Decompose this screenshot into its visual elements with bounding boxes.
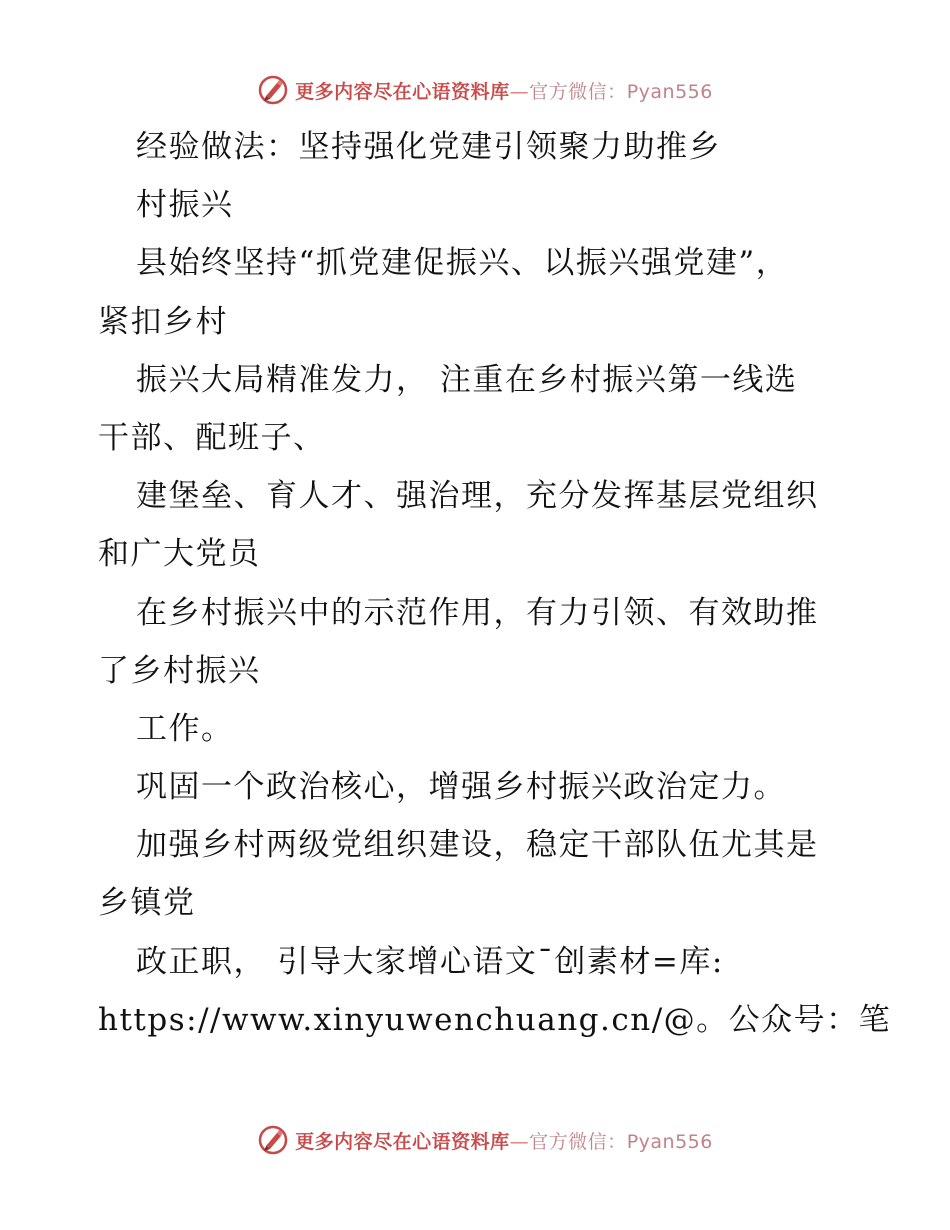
header-wechat-id: Pyan556: [626, 80, 713, 103]
body-line: 紧扣乡村: [98, 303, 228, 340]
header-banner: [0, 70, 950, 110]
body-line: 经验做法：坚持强化党建引领聚力助推乡: [136, 129, 721, 165]
body-line: 乡镇党: [98, 885, 196, 922]
footer-banner-inner: [257, 1124, 713, 1156]
header-banner-text: [295, 77, 713, 104]
body-line: 巩固一个政治核心，增强乡村振兴政治定力。: [136, 769, 786, 806]
pen-logo-icon: [257, 1124, 289, 1156]
header-banner-inner: [257, 74, 713, 106]
body-line: 政正职， 引导大家增心语文¯创素材=库:: [136, 943, 724, 980]
body-line: https://www.xinyuwenchuang.cn/@。公众号：笔: [98, 1001, 892, 1038]
header-brand: 更多内容尽在心语资料库: [295, 80, 510, 103]
body-line: 工作。: [136, 710, 234, 747]
body-line: 和广大党员: [98, 536, 261, 573]
header-separator: —: [509, 80, 530, 103]
body-line: 加强乡村两级党组织建设，稳定干部队伍尤其是: [136, 827, 819, 864]
body-line: 村振兴: [136, 187, 234, 224]
footer-wechat-label: 官方微信：: [529, 1130, 627, 1153]
header-wechat-label: 官方微信：: [529, 80, 627, 103]
footer-brand: 更多内容尽在心语资料库: [295, 1130, 510, 1153]
body-line: 干部、配班子、: [98, 419, 326, 456]
footer-banner: [0, 1120, 950, 1160]
footer-wechat-id: Pyan556: [626, 1130, 713, 1153]
body-line: 了乡村振兴: [98, 652, 261, 689]
document-body: [98, 118, 892, 1049]
body-line: 县始终坚持“抓党建促振兴、以振兴强党建”，: [136, 245, 789, 282]
body-line: 建堡垒、育人才、强治理，充分发挥基层党组织: [136, 478, 819, 515]
pen-logo-icon: [257, 74, 289, 106]
footer-separator: —: [509, 1130, 530, 1153]
body-line: 在乡村振兴中的示范作用，有力引领、有效助推: [136, 594, 819, 631]
body-line: 振兴大局精准发力， 注重在乡村振兴第一线选: [136, 361, 798, 398]
footer-banner-text: [295, 1127, 713, 1154]
